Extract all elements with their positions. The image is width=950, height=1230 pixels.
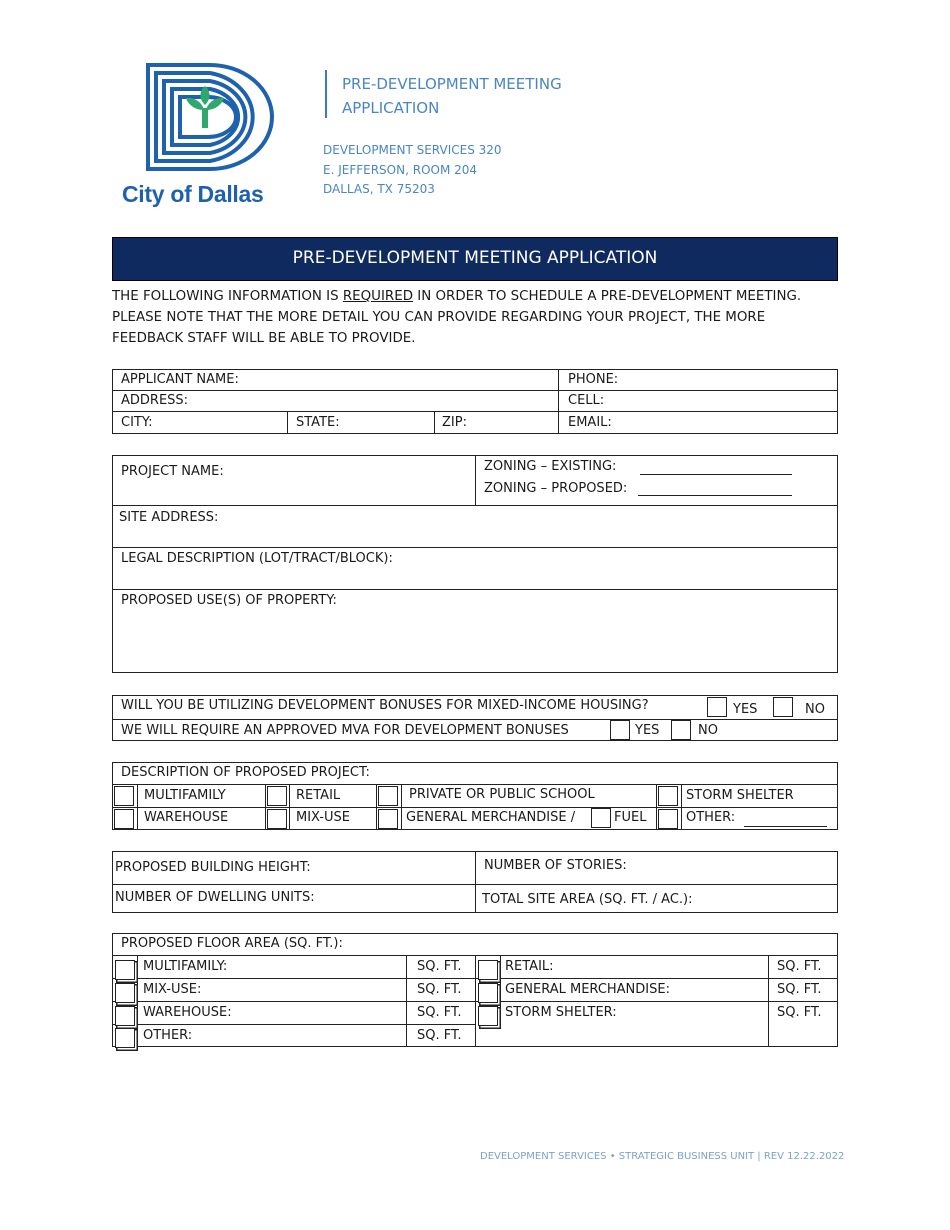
state-field[interactable]: STATE: [296,415,340,430]
description-title: DESCRIPTION OF PROPOSED PROJECT: [121,765,370,780]
cell-field[interactable]: CELL: [568,393,605,408]
floor-warehouse-label: WAREHOUSE: [143,1005,232,1020]
floor-mix-use-checkbox[interactable] [115,983,135,1003]
mva-yes-label: YES [635,723,660,738]
header-title-line2: APPLICATION [342,99,440,117]
bonus-yes-checkbox[interactable] [707,697,727,717]
bonus-yes-label: YES [733,702,758,717]
sqft-label: SQ. FT. [777,1005,822,1020]
sqft-label: SQ. FT. [417,959,462,974]
divider [401,784,402,830]
email-field[interactable]: EMAIL: [568,415,612,430]
divider [475,455,476,505]
multifamily-label: MULTIFAMILY [144,788,226,803]
mva-question: WE WILL REQUIRE AN APPROVED MVA FOR DEVELOPMENT BONUSES [121,723,569,738]
floor-other-checkbox[interactable] [115,1028,135,1048]
site-area-field[interactable]: TOTAL SITE AREA (SQ. FT. / AC.): [482,892,693,907]
zoning-proposed-field[interactable]: ZONING – PROPOSED: [484,481,628,496]
intro-line1 [112,286,852,307]
floor-multifamily-label: MULTIFAMILY: [143,959,228,974]
floor-mix-use-label: MIX-USE: [143,982,202,997]
floor-other-label: OTHER: [143,1028,193,1043]
divider [112,1024,476,1025]
floor-storm-label: STORM SHELTER: [505,1005,617,1020]
general-merchandise-checkbox[interactable] [378,809,398,829]
proposed-use-field[interactable]: PROPOSED USE(S) OF PROPERTY: [121,593,337,608]
divider [112,505,838,506]
divider [500,955,501,1024]
divider [112,411,838,412]
mva-no-label: NO [698,723,718,738]
building-height-field[interactable]: PROPOSED BUILDING HEIGHT: [115,860,311,875]
divider [112,719,838,720]
divider [406,955,407,1047]
sqft-label: SQ. FT. [417,1005,462,1020]
warehouse-label: WAREHOUSE [144,810,229,825]
site-address-field[interactable]: SITE ADDRESS: [119,510,219,525]
intro-part1: THE FOLLOWING INFORMATION IS [112,289,343,304]
storm-shelter-checkbox[interactable] [658,786,678,806]
floor-general-checkbox[interactable] [478,983,498,1003]
general-merchandise-label: GENERAL MERCHANDISE / [406,810,576,825]
address-line1: DEVELOPMENT SERVICES 320 [323,143,502,157]
warehouse-checkbox[interactable] [114,809,134,829]
zip-field[interactable]: ZIP: [442,415,467,430]
intro-part2: IN ORDER TO SCHEDULE A PRE-DEVELOPMENT MEETING. [413,289,802,304]
floor-warehouse-checkbox[interactable] [115,1006,135,1026]
divider [475,851,476,913]
divider [112,807,838,808]
floor-general-label: GENERAL MERCHANDISE: [505,982,670,997]
header-divider [325,70,327,118]
project-name-field[interactable]: PROJECT NAME: [121,464,224,479]
intro-line2: PLEASE NOTE THAT THE MORE DETAIL YOU CAN PROVIDE REGARDING YOUR PROJECT, THE MORE [112,310,766,325]
intro-required: REQUIRED [342,289,414,304]
retail-checkbox[interactable] [267,786,287,806]
other-checkbox[interactable] [658,809,678,829]
floor-area-title: PROPOSED FLOOR AREA (SQ. FT.): [121,936,343,951]
dwelling-units-field[interactable]: NUMBER OF DWELLING UNITS: [115,890,315,905]
fuel-label: FUEL [614,810,647,825]
bonus-no-label: NO [805,702,825,717]
divider [112,784,838,785]
mix-use-label: MIX-USE [296,810,350,825]
floor-multifamily-checkbox[interactable] [115,960,135,980]
address-field[interactable]: ADDRESS: [121,393,189,408]
mva-no-checkbox[interactable] [671,720,691,740]
legal-description-field[interactable]: LEGAL DESCRIPTION (LOT/TRACT/BLOCK): [121,551,393,566]
other-label: OTHER: [686,810,736,825]
bonus-question: WILL YOU BE UTILIZING DEVELOPMENT BONUSES FOR MIXED-INCOME HOUSING? [121,698,649,713]
divider [475,955,476,1047]
divider [287,411,288,434]
city-field[interactable]: CITY: [121,415,153,430]
divider [112,547,838,548]
logo-wordmark: City of Dallas [122,181,264,207]
page-footer: DEVELOPMENT SERVICES • STRATEGIC BUSINESS UNIT | REV 12.22.2022 [480,1151,845,1162]
divider [558,369,559,434]
divider [434,411,435,434]
mix-use-checkbox[interactable] [267,809,287,829]
fuel-checkbox[interactable] [591,808,611,828]
form-banner: PRE-DEVELOPMENT MEETING APPLICATION [112,237,838,281]
floor-retail-label: RETAIL: [505,959,554,974]
header-address [323,141,502,200]
sqft-label: SQ. FT. [777,982,822,997]
multifamily-checkbox[interactable] [114,786,134,806]
sqft-label: SQ. FT. [777,959,822,974]
floor-retail-checkbox[interactable] [478,960,498,980]
storm-shelter-label: STORM SHELTER [686,788,794,803]
bonus-no-checkbox[interactable] [773,697,793,717]
intro-line3: FEEDBACK STAFF WILL BE ABLE TO PROVIDE. [112,331,416,346]
divider [681,784,682,830]
intro-text [112,286,852,349]
address-line2: E. JEFFERSON, ROOM 204 [323,162,478,177]
divider [656,784,657,830]
divider [768,955,769,1047]
school-checkbox[interactable] [378,786,398,806]
stories-field[interactable]: NUMBER OF STORIES: [484,858,627,873]
header-title-line1: PRE-DEVELOPMENT MEETING [342,75,562,93]
divider [289,784,290,830]
header-title [342,72,562,120]
other-line[interactable] [744,826,827,827]
floor-storm-checkbox[interactable] [478,1006,498,1026]
address-line3: DALLAS, TX 75203 [323,182,435,196]
divider [112,589,838,590]
divider [112,390,838,391]
applicant-name-field[interactable]: APPLICANT NAME: [121,372,239,387]
divider [137,955,138,1047]
sqft-label: SQ. FT. [417,1028,462,1043]
zoning-proposed-line[interactable] [638,495,792,496]
divider [265,784,266,830]
divider [376,784,377,830]
sqft-label: SQ. FT. [417,982,462,997]
zoning-existing-line[interactable] [640,474,792,475]
mva-yes-checkbox[interactable] [610,720,630,740]
divider [137,784,138,830]
school-label: PRIVATE OR PUBLIC SCHOOL [409,787,595,802]
retail-label: RETAIL [296,788,341,803]
zoning-existing-field[interactable]: ZONING – EXISTING: [484,459,617,474]
phone-field[interactable]: PHONE: [568,372,619,387]
